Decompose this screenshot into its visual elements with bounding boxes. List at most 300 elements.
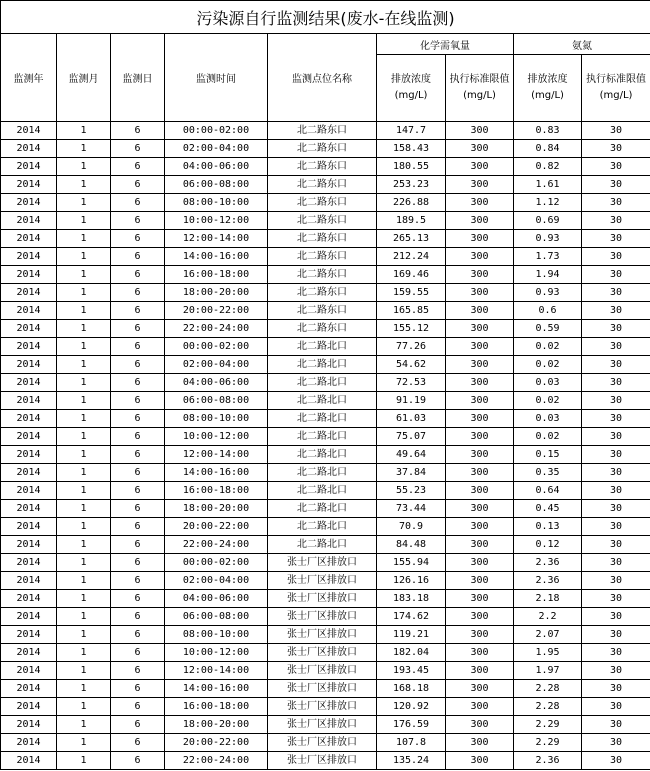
cod-concentration-cell: 169.46 <box>377 266 446 284</box>
time-cell: 14:00-16:00 <box>165 248 268 266</box>
site-cell: 北二路北口 <box>268 536 377 554</box>
time-cell: 16:00-18:00 <box>165 698 268 716</box>
nh3-concentration-cell: 1.94 <box>514 266 582 284</box>
site-cell: 张士厂区排放口 <box>268 572 377 590</box>
cod-concentration-cell: 120.92 <box>377 698 446 716</box>
month-cell: 1 <box>57 662 111 680</box>
month-cell: 1 <box>57 194 111 212</box>
year-cell: 2014 <box>1 590 57 608</box>
nh3-concentration-cell: 0.64 <box>514 482 582 500</box>
year-cell: 2014 <box>1 500 57 518</box>
month-cell: 1 <box>57 392 111 410</box>
year-cell: 2014 <box>1 554 57 572</box>
site-cell: 北二路北口 <box>268 392 377 410</box>
nh3-concentration-cell: 1.61 <box>514 176 582 194</box>
day-cell: 6 <box>111 338 165 356</box>
table-row <box>1 284 650 302</box>
month-cell: 1 <box>57 500 111 518</box>
cod-concentration-cell: 155.94 <box>377 554 446 572</box>
site-cell: 张士厂区排放口 <box>268 608 377 626</box>
year-cell: 2014 <box>1 446 57 464</box>
year-cell: 2014 <box>1 662 57 680</box>
site-cell: 张士厂区排放口 <box>268 680 377 698</box>
cod-limit-cell: 300 <box>446 590 514 608</box>
day-cell: 6 <box>111 590 165 608</box>
site-cell: 北二路北口 <box>268 464 377 482</box>
nh3-limit-cell: 30 <box>582 248 650 266</box>
year-cell: 2014 <box>1 680 57 698</box>
time-cell: 04:00-06:00 <box>165 590 268 608</box>
cod-concentration-cell: 174.62 <box>377 608 446 626</box>
table-row <box>1 122 650 140</box>
cod-limit-cell: 300 <box>446 662 514 680</box>
year-cell: 2014 <box>1 122 57 140</box>
month-cell: 1 <box>57 266 111 284</box>
cod-limit-cell: 300 <box>446 734 514 752</box>
cod-limit-cell: 300 <box>446 284 514 302</box>
nh3-limit-cell: 30 <box>582 446 650 464</box>
nh3-limit-cell: 30 <box>582 140 650 158</box>
year-cell: 2014 <box>1 194 57 212</box>
cod-concentration-cell: 155.12 <box>377 320 446 338</box>
time-cell: 00:00-02:00 <box>165 554 268 572</box>
cod-concentration-cell: 107.8 <box>377 734 446 752</box>
day-cell: 6 <box>111 158 165 176</box>
table-row <box>1 338 650 356</box>
nh3-limit-cell: 30 <box>582 284 650 302</box>
year-cell: 2014 <box>1 248 57 266</box>
day-cell: 6 <box>111 500 165 518</box>
month-cell: 1 <box>57 374 111 392</box>
time-cell: 12:00-14:00 <box>165 446 268 464</box>
nh3-limit-cell: 30 <box>582 122 650 140</box>
month-cell: 1 <box>57 590 111 608</box>
day-cell: 6 <box>111 734 165 752</box>
table-row <box>1 716 650 734</box>
month-cell: 1 <box>57 518 111 536</box>
cod-concentration-cell: 73.44 <box>377 500 446 518</box>
nh3-concentration-cell: 0.02 <box>514 338 582 356</box>
table-row <box>1 572 650 590</box>
nh3-concentration-cell: 2.28 <box>514 698 582 716</box>
time-cell: 16:00-18:00 <box>165 482 268 500</box>
nh3-limit-cell: 30 <box>582 410 650 428</box>
nh3-limit-cell: 30 <box>582 518 650 536</box>
nh3-limit-cell: 30 <box>582 752 650 770</box>
table-row <box>1 374 650 392</box>
cod-limit-cell: 300 <box>446 680 514 698</box>
cod-concentration-cell: 180.55 <box>377 158 446 176</box>
nh3-limit-cell: 30 <box>582 572 650 590</box>
time-cell: 08:00-10:00 <box>165 194 268 212</box>
nh3-limit-cell: 30 <box>582 644 650 662</box>
cod-concentration-cell: 212.24 <box>377 248 446 266</box>
nh3-concentration-cell: 0.59 <box>514 320 582 338</box>
nh3-concentration-cell: 0.45 <box>514 500 582 518</box>
day-cell: 6 <box>111 536 165 554</box>
month-cell: 1 <box>57 428 111 446</box>
nh3-concentration-cell: 2.29 <box>514 734 582 752</box>
cod-concentration-cell: 119.21 <box>377 626 446 644</box>
cod-limit-cell: 300 <box>446 140 514 158</box>
cod-concentration-cell: 54.62 <box>377 356 446 374</box>
table-row <box>1 194 650 212</box>
table-row <box>1 392 650 410</box>
table-row <box>1 302 650 320</box>
nh3-concentration-cell: 1.73 <box>514 248 582 266</box>
time-cell: 18:00-20:00 <box>165 500 268 518</box>
month-cell: 1 <box>57 626 111 644</box>
day-cell: 6 <box>111 698 165 716</box>
cod-limit-cell: 300 <box>446 626 514 644</box>
year-cell: 2014 <box>1 392 57 410</box>
nh3-limit-cell: 30 <box>582 662 650 680</box>
table-row <box>1 212 650 230</box>
year-cell: 2014 <box>1 482 57 500</box>
year-cell: 2014 <box>1 644 57 662</box>
time-cell: 18:00-20:00 <box>165 716 268 734</box>
cod-concentration-cell: 147.7 <box>377 122 446 140</box>
cod-concentration-cell: 70.9 <box>377 518 446 536</box>
table-row <box>1 518 650 536</box>
nh3-limit-cell: 30 <box>582 356 650 374</box>
cod-concentration-cell: 159.55 <box>377 284 446 302</box>
nh3-limit-cell: 30 <box>582 626 650 644</box>
header-cod-concentration: 排放浓度(mg/L) <box>377 55 446 122</box>
month-cell: 1 <box>57 716 111 734</box>
table-row <box>1 590 650 608</box>
header-year: 监测年 <box>1 34 57 122</box>
year-cell: 2014 <box>1 572 57 590</box>
cod-limit-cell: 300 <box>446 446 514 464</box>
nh3-limit-cell: 30 <box>582 680 650 698</box>
header-nh3-group: 氨氮 <box>514 34 650 55</box>
cod-concentration-cell: 183.18 <box>377 590 446 608</box>
nh3-limit-cell: 30 <box>582 590 650 608</box>
nh3-limit-cell: 30 <box>582 698 650 716</box>
nh3-limit-cell: 30 <box>582 212 650 230</box>
cod-concentration-cell: 226.88 <box>377 194 446 212</box>
month-cell: 1 <box>57 356 111 374</box>
day-cell: 6 <box>111 248 165 266</box>
nh3-limit-cell: 30 <box>582 482 650 500</box>
cod-limit-cell: 300 <box>446 572 514 590</box>
year-cell: 2014 <box>1 626 57 644</box>
table-row <box>1 680 650 698</box>
cod-concentration-cell: 75.07 <box>377 428 446 446</box>
time-cell: 14:00-16:00 <box>165 680 268 698</box>
month-cell: 1 <box>57 680 111 698</box>
year-cell: 2014 <box>1 302 57 320</box>
day-cell: 6 <box>111 554 165 572</box>
site-cell: 张士厂区排放口 <box>268 662 377 680</box>
year-cell: 2014 <box>1 158 57 176</box>
month-cell: 1 <box>57 644 111 662</box>
day-cell: 6 <box>111 608 165 626</box>
time-cell: 02:00-04:00 <box>165 356 268 374</box>
site-cell: 张士厂区排放口 <box>268 716 377 734</box>
time-cell: 02:00-04:00 <box>165 140 268 158</box>
site-cell: 张士厂区排放口 <box>268 752 377 770</box>
nh3-limit-cell: 30 <box>582 500 650 518</box>
table-row <box>1 176 650 194</box>
table-row <box>1 446 650 464</box>
header-day: 监测日 <box>111 34 165 122</box>
year-cell: 2014 <box>1 284 57 302</box>
nh3-concentration-cell: 2.36 <box>514 554 582 572</box>
table-row <box>1 266 650 284</box>
day-cell: 6 <box>111 176 165 194</box>
header-nh3-concentration: 排放浓度(mg/L) <box>514 55 582 122</box>
nh3-concentration-cell: 0.35 <box>514 464 582 482</box>
nh3-limit-cell: 30 <box>582 320 650 338</box>
cod-concentration-cell: 165.85 <box>377 302 446 320</box>
year-cell: 2014 <box>1 176 57 194</box>
table-row <box>1 230 650 248</box>
nh3-concentration-cell: 0.82 <box>514 158 582 176</box>
day-cell: 6 <box>111 140 165 158</box>
day-cell: 6 <box>111 446 165 464</box>
table-row <box>1 158 650 176</box>
month-cell: 1 <box>57 176 111 194</box>
year-cell: 2014 <box>1 140 57 158</box>
year-cell: 2014 <box>1 230 57 248</box>
cod-concentration-cell: 193.45 <box>377 662 446 680</box>
nh3-concentration-cell: 0.69 <box>514 212 582 230</box>
header-time: 监测时间 <box>165 34 268 122</box>
cod-concentration-cell: 189.5 <box>377 212 446 230</box>
header-nh3-limit: 执行标准限值(mg/L) <box>582 55 650 122</box>
cod-limit-cell: 300 <box>446 230 514 248</box>
month-cell: 1 <box>57 608 111 626</box>
site-cell: 北二路东口 <box>268 230 377 248</box>
nh3-limit-cell: 30 <box>582 464 650 482</box>
table-row <box>1 500 650 518</box>
month-cell: 1 <box>57 572 111 590</box>
site-cell: 北二路东口 <box>268 266 377 284</box>
cod-limit-cell: 300 <box>446 392 514 410</box>
month-cell: 1 <box>57 284 111 302</box>
table-row <box>1 428 650 446</box>
cod-limit-cell: 300 <box>446 320 514 338</box>
cod-limit-cell: 300 <box>446 122 514 140</box>
table-row <box>1 410 650 428</box>
day-cell: 6 <box>111 464 165 482</box>
nh3-concentration-cell: 2.36 <box>514 752 582 770</box>
day-cell: 6 <box>111 122 165 140</box>
day-cell: 6 <box>111 266 165 284</box>
site-cell: 北二路东口 <box>268 302 377 320</box>
nh3-concentration-cell: 2.2 <box>514 608 582 626</box>
time-cell: 04:00-06:00 <box>165 374 268 392</box>
cod-concentration-cell: 176.59 <box>377 716 446 734</box>
site-cell: 北二路北口 <box>268 500 377 518</box>
table-body <box>1 122 650 770</box>
year-cell: 2014 <box>1 698 57 716</box>
site-cell: 北二路北口 <box>268 482 377 500</box>
month-cell: 1 <box>57 698 111 716</box>
header-site: 监测点位名称 <box>268 34 377 122</box>
year-cell: 2014 <box>1 536 57 554</box>
nh3-concentration-cell: 0.02 <box>514 392 582 410</box>
nh3-concentration-cell: 0.13 <box>514 518 582 536</box>
cod-limit-cell: 300 <box>446 608 514 626</box>
month-cell: 1 <box>57 752 111 770</box>
nh3-limit-cell: 30 <box>582 338 650 356</box>
day-cell: 6 <box>111 716 165 734</box>
year-cell: 2014 <box>1 608 57 626</box>
site-cell: 北二路东口 <box>268 284 377 302</box>
time-cell: 22:00-24:00 <box>165 536 268 554</box>
cod-limit-cell: 300 <box>446 338 514 356</box>
table-row <box>1 752 650 770</box>
day-cell: 6 <box>111 680 165 698</box>
nh3-limit-cell: 30 <box>582 734 650 752</box>
time-cell: 06:00-08:00 <box>165 392 268 410</box>
nh3-limit-cell: 30 <box>582 176 650 194</box>
site-cell: 北二路北口 <box>268 446 377 464</box>
month-cell: 1 <box>57 122 111 140</box>
site-cell: 张士厂区排放口 <box>268 698 377 716</box>
day-cell: 6 <box>111 302 165 320</box>
nh3-limit-cell: 30 <box>582 608 650 626</box>
month-cell: 1 <box>57 536 111 554</box>
year-cell: 2014 <box>1 356 57 374</box>
cod-limit-cell: 300 <box>446 194 514 212</box>
cod-concentration-cell: 126.16 <box>377 572 446 590</box>
cod-concentration-cell: 49.64 <box>377 446 446 464</box>
time-cell: 06:00-08:00 <box>165 608 268 626</box>
nh3-limit-cell: 30 <box>582 716 650 734</box>
nh3-concentration-cell: 0.03 <box>514 410 582 428</box>
nh3-concentration-cell: 0.83 <box>514 122 582 140</box>
site-cell: 北二路东口 <box>268 122 377 140</box>
time-cell: 06:00-08:00 <box>165 176 268 194</box>
nh3-limit-cell: 30 <box>582 158 650 176</box>
cod-limit-cell: 300 <box>446 464 514 482</box>
year-cell: 2014 <box>1 212 57 230</box>
day-cell: 6 <box>111 284 165 302</box>
day-cell: 6 <box>111 482 165 500</box>
month-cell: 1 <box>57 734 111 752</box>
nh3-limit-cell: 30 <box>582 194 650 212</box>
month-cell: 1 <box>57 482 111 500</box>
table-row <box>1 608 650 626</box>
year-cell: 2014 <box>1 734 57 752</box>
site-cell: 北二路北口 <box>268 374 377 392</box>
site-cell: 北二路北口 <box>268 356 377 374</box>
nh3-limit-cell: 30 <box>582 392 650 410</box>
cod-concentration-cell: 84.48 <box>377 536 446 554</box>
cod-concentration-cell: 55.23 <box>377 482 446 500</box>
header-month: 监测月 <box>57 34 111 122</box>
cod-concentration-cell: 72.53 <box>377 374 446 392</box>
cod-concentration-cell: 158.43 <box>377 140 446 158</box>
day-cell: 6 <box>111 518 165 536</box>
day-cell: 6 <box>111 392 165 410</box>
year-cell: 2014 <box>1 464 57 482</box>
day-cell: 6 <box>111 356 165 374</box>
time-cell: 20:00-22:00 <box>165 734 268 752</box>
site-cell: 北二路东口 <box>268 140 377 158</box>
cod-limit-cell: 300 <box>446 212 514 230</box>
time-cell: 20:00-22:00 <box>165 518 268 536</box>
month-cell: 1 <box>57 230 111 248</box>
cod-limit-cell: 300 <box>446 698 514 716</box>
cod-concentration-cell: 37.84 <box>377 464 446 482</box>
day-cell: 6 <box>111 230 165 248</box>
nh3-concentration-cell: 2.18 <box>514 590 582 608</box>
time-cell: 10:00-12:00 <box>165 644 268 662</box>
time-cell: 00:00-02:00 <box>165 122 268 140</box>
day-cell: 6 <box>111 374 165 392</box>
cod-limit-cell: 300 <box>446 410 514 428</box>
cod-limit-cell: 300 <box>446 482 514 500</box>
page-title: 污染源自行监测结果(废水-在线监测) <box>1 1 650 34</box>
nh3-concentration-cell: 0.12 <box>514 536 582 554</box>
table-row <box>1 644 650 662</box>
table-row <box>1 356 650 374</box>
table-row <box>1 482 650 500</box>
month-cell: 1 <box>57 140 111 158</box>
header-cod-limit: 执行标准限值(mg/L) <box>446 55 514 122</box>
table-row <box>1 734 650 752</box>
time-cell: 16:00-18:00 <box>165 266 268 284</box>
cod-limit-cell: 300 <box>446 356 514 374</box>
site-cell: 北二路东口 <box>268 194 377 212</box>
nh3-concentration-cell: 1.12 <box>514 194 582 212</box>
nh3-concentration-cell: 2.36 <box>514 572 582 590</box>
nh3-concentration-cell: 2.07 <box>514 626 582 644</box>
nh3-concentration-cell: 0.93 <box>514 284 582 302</box>
cod-concentration-cell: 253.23 <box>377 176 446 194</box>
site-cell: 北二路东口 <box>268 248 377 266</box>
year-cell: 2014 <box>1 752 57 770</box>
nh3-concentration-cell: 0.15 <box>514 446 582 464</box>
nh3-limit-cell: 30 <box>582 554 650 572</box>
nh3-limit-cell: 30 <box>582 374 650 392</box>
site-cell: 北二路北口 <box>268 428 377 446</box>
year-cell: 2014 <box>1 518 57 536</box>
time-cell: 08:00-10:00 <box>165 410 268 428</box>
table-row <box>1 626 650 644</box>
nh3-limit-cell: 30 <box>582 230 650 248</box>
nh3-concentration-cell: 0.02 <box>514 428 582 446</box>
day-cell: 6 <box>111 194 165 212</box>
nh3-limit-cell: 30 <box>582 266 650 284</box>
year-cell: 2014 <box>1 428 57 446</box>
time-cell: 12:00-14:00 <box>165 230 268 248</box>
table-row <box>1 662 650 680</box>
cod-concentration-cell: 91.19 <box>377 392 446 410</box>
cod-limit-cell: 300 <box>446 500 514 518</box>
site-cell: 北二路东口 <box>268 212 377 230</box>
month-cell: 1 <box>57 338 111 356</box>
site-cell: 张士厂区排放口 <box>268 590 377 608</box>
month-cell: 1 <box>57 320 111 338</box>
cod-limit-cell: 300 <box>446 716 514 734</box>
time-cell: 00:00-02:00 <box>165 338 268 356</box>
nh3-limit-cell: 30 <box>582 428 650 446</box>
cod-limit-cell: 300 <box>446 158 514 176</box>
nh3-concentration-cell: 1.95 <box>514 644 582 662</box>
nh3-concentration-cell: 2.28 <box>514 680 582 698</box>
month-cell: 1 <box>57 302 111 320</box>
time-cell: 14:00-16:00 <box>165 464 268 482</box>
site-cell: 张士厂区排放口 <box>268 554 377 572</box>
nh3-concentration-cell: 0.84 <box>514 140 582 158</box>
month-cell: 1 <box>57 248 111 266</box>
